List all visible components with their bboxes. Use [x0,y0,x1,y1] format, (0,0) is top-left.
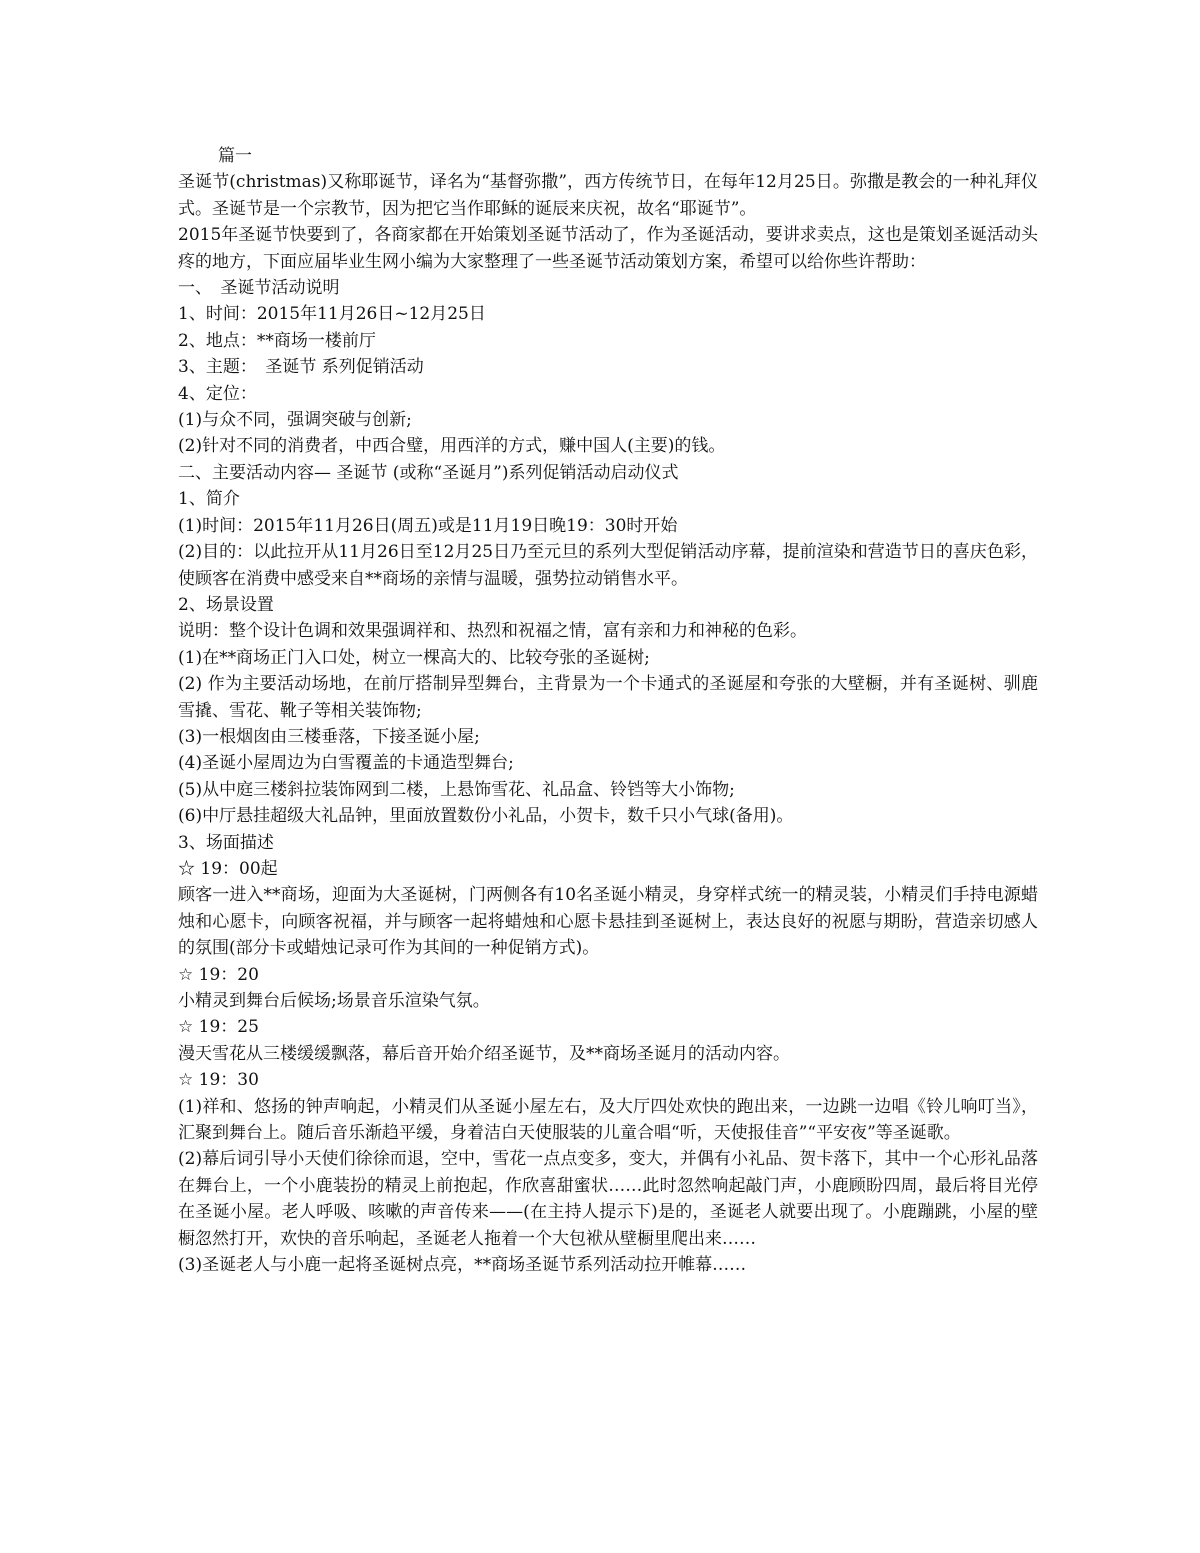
timeline-1930-item-3: (3)圣诞老人与小鹿一起将圣诞树点亮，**商场圣诞节系列活动拉开帷幕…… [178,1255,747,1276]
item-location: 2、地点：**商场一楼前厅 [178,330,376,351]
item-theme: 3、主题： 圣诞节 系列促销活动 [178,357,424,378]
document-body [178,143,1038,1278]
timeline-1930: ☆ 19：30 [178,1070,259,1091]
scene-item-2: (2) 作为主要活动场地，在前厅搭制异型舞台，主背景为一个卡通式的圣诞屋和夸张的大壁橱，并有圣诞树、驯鹿雪撬、雪花、靴子等相关装饰物; [178,674,1038,721]
scene-item-6: (6)中厅悬挂超级大礼品钟，里面放置数份小礼品，小贺卡，数千只小气球(备用)。 [178,806,794,827]
intro-time: (1)时间：2015年11月26日(周五)或是11月19日晚19：30时开始 [178,515,678,536]
paragraph-preface: 2015年圣诞节快要到了，各商家都在开始策划圣诞节活动了，作为圣诞活动，要讲求卖点，这也是策划圣诞活动头疼的地方，下面应届毕业生网小编为大家整理了一些圣诞节活动策划方案，希望可以给你些许帮助： [178,225,1038,272]
timeline-1925: ☆ 19：25 [178,1017,259,1038]
timeline-1930-item-1: (1)祥和、悠扬的钟声响起，小精灵们从圣诞小屋左右，及大厅四处欢快的跑出来，一边跳一边唱《铃儿响叮当》，汇聚到舞台上。随后音乐渐趋平缓，身着洁白天使服装的儿童合唱“听，天使报佳音”“平安夜”等圣诞歌。 [178,1096,1038,1144]
scene-item-5: (5)从中庭三楼斜拉装饰网到二楼，上悬饰雪花、礼品盒、铃铛等大小饰物; [178,779,735,800]
intro-purpose: (2)目的：以此拉开从11月26日至12月25日乃至元旦的系列大型促销活动序幕，提前渲染和营造节日的喜庆色彩，使顾客在消费中感受来自**商场的亲情与温暖，强势拉动销售水平。 [178,542,1038,589]
timeline-1920-text: 小精灵到舞台后候场;场景音乐渲染气氛。 [178,991,490,1011]
positioning-point-1: (1)与众不同，强调突破与创新; [178,410,412,431]
timeline-1925-text: 漫天雪花从三楼缓缓飘落，幕后音开始介绍圣诞节，及**商场圣诞月的活动内容。 [178,1043,790,1064]
subheading-intro: 1、简介 [178,489,240,510]
scene-item-4: (4)圣诞小屋周边为白雪覆盖的卡通造型舞台; [178,753,514,774]
paragraph-intro: 圣诞节(christmas)又称耶诞节，译名为“基督弥撒”，西方传统节日，在每年12月25日。弥撒是教会的一种礼拜仪式。圣诞节是一个宗教节，因为把它当作耶稣的诞辰来庆祝，故名“耶诞节”。 [178,172,1038,219]
heading-main-content: 二、主要活动内容— 圣诞节 (或称“圣诞月”)系列促销活动启动仪式 [178,462,679,483]
timeline-1930-item-2: (2)幕后词引导小天使们徐徐而退，空中，雪花一点点变多，变大，并偶有小礼品、贺卡落下，其中一个心形礼品落在舞台上，一个小鹿装扮的精灵上前抱起，作欣喜甜蜜状……此时忽然响起敲门声，小鹿顾盼四周，最后将目光停在圣诞小屋。老人呼吸、咳嗽的声音传来——(在主持人提示下)是的，圣诞老人就要出现了。小鹿蹦跳，小屋的壁橱忽然打开，欢快的音乐响起，圣诞老人拖着一个大包袱从壁橱里爬出来…… [178,1149,1038,1249]
scene-note: 说明：整个设计色调和效果强调祥和、热烈和祝福之情，富有亲和力和神秘的色彩。 [178,621,807,642]
timeline-1900-text: 顾客一进入**商场，迎面为大圣诞树，门两侧各有10名圣诞小精灵，身穿样式统一的精灵装，小精灵们手持电源蜡烛和心愿卡，向顾客祝福，并与顾客一起将蜡烛和心愿卡悬挂到圣诞树上，表达良好的祝愿与期盼，营造亲切感人的氛围(部分卡或蜡烛记录可作为其间的一种促销方式)。 [178,885,1038,959]
section-title: 篇一 [218,146,252,166]
positioning-point-2: (2)针对不同的消费者，中西合璧，用西洋的方式，赚中国人(主要)的钱。 [178,436,726,457]
item-positioning: 4、定位： [178,383,257,404]
subheading-scene-description: 3、场面描述 [178,832,274,853]
timeline-1900: ☆ 19：00起 [178,858,278,879]
heading-activity-description: 一、 圣诞节活动说明 [178,278,340,299]
scene-item-3: (3)一根烟囱由三楼垂落，下接圣诞小屋; [178,726,480,747]
subheading-scene-setup: 2、场景设置 [178,594,274,615]
item-time: 1、时间：2015年11月26日~12月25日 [178,304,486,325]
timeline-1920: ☆ 19：20 [178,964,259,985]
scene-item-1: (1)在**商场正门入口处，树立一棵高大的、比较夸张的圣诞树; [178,647,650,668]
